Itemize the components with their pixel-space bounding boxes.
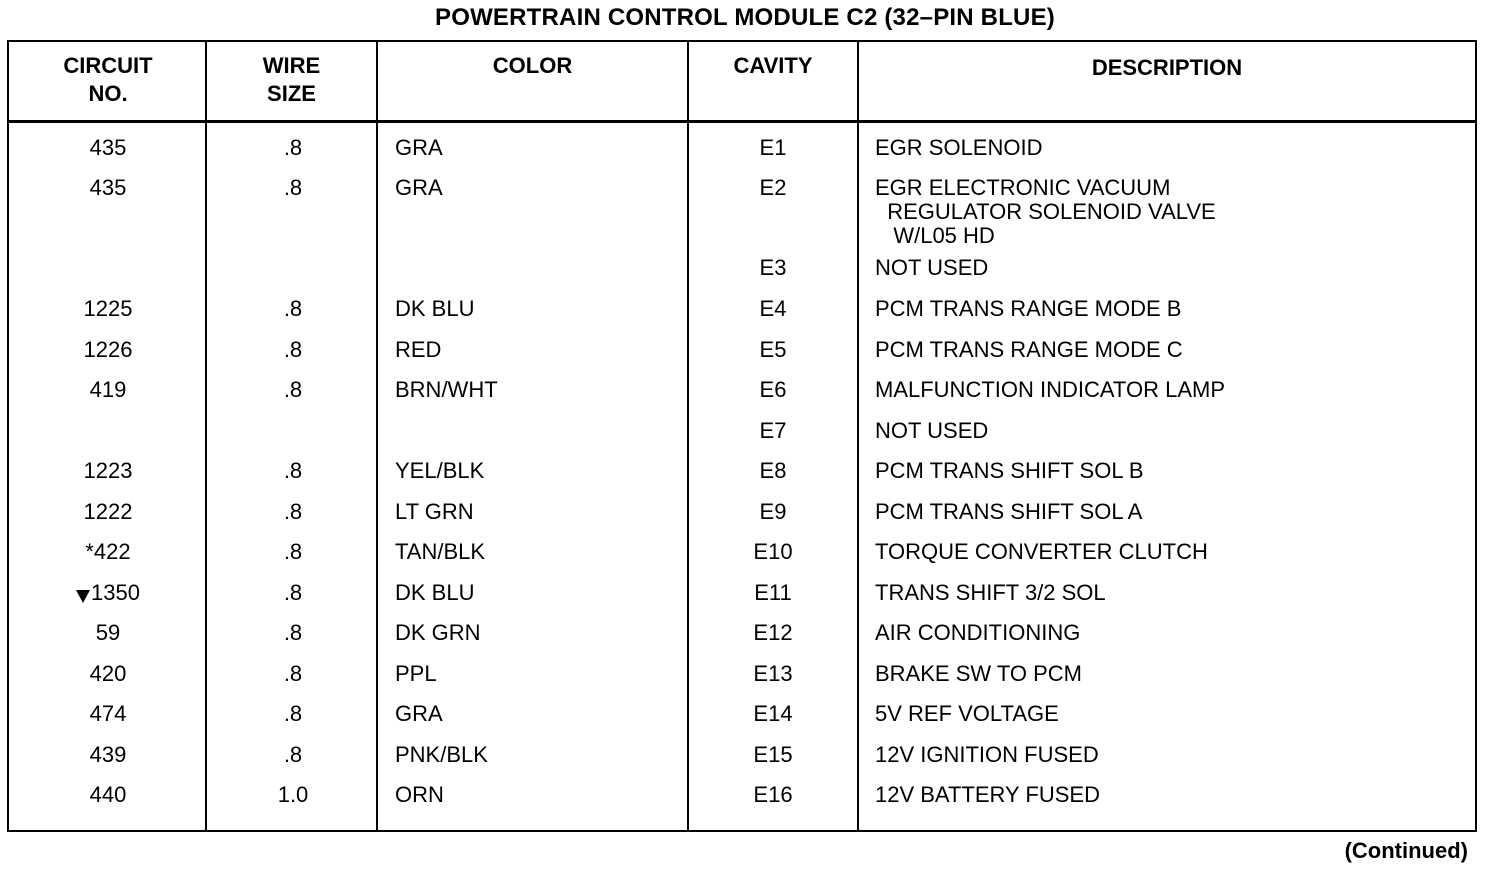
wire-size-cell: .8 <box>283 701 303 726</box>
circuit-number: *422 <box>85 539 131 564</box>
header-description: DESCRIPTION <box>1091 55 1243 80</box>
cavity-cell: E2 <box>759 175 787 200</box>
description-cell <box>875 136 1465 160</box>
table-row <box>9 743 1475 783</box>
description-line: 5V REF VOLTAGE <box>875 701 1059 726</box>
color-cell: DK GRN <box>395 620 481 645</box>
table-row <box>9 256 1475 296</box>
color-cell: GRA <box>395 175 443 200</box>
wire-size-cell: .8 <box>283 337 303 362</box>
description-line: TRANS SHIFT 3/2 SOL <box>875 580 1106 605</box>
description-line: TORQUE CONVERTER CLUTCH <box>875 539 1208 564</box>
color-cell: PPL <box>395 661 437 686</box>
cavity-cell: E14 <box>753 701 793 726</box>
cavity-cell: E3 <box>759 255 787 280</box>
header-circuit-line1: CIRCUIT <box>63 53 153 78</box>
wire-size-cell: .8 <box>283 742 303 767</box>
table-row <box>9 702 1475 742</box>
triangle-down-icon <box>76 590 90 603</box>
wire-size-cell: 1.0 <box>277 782 309 807</box>
description-cell <box>875 256 1465 280</box>
description-line: PCM TRANS SHIFT SOL A <box>875 499 1143 524</box>
description-line: NOT USED <box>875 418 989 443</box>
description-cell <box>875 378 1465 402</box>
circuit-number: 474 <box>89 701 127 726</box>
wire-size-cell: .8 <box>283 661 303 686</box>
description-cell <box>875 662 1465 686</box>
wire-size-cell: .8 <box>283 175 303 200</box>
circuit-number: 1222 <box>83 499 133 524</box>
table-row <box>9 297 1475 337</box>
circuit-cell <box>9 459 207 483</box>
description-cell <box>875 540 1465 564</box>
description-cell <box>875 743 1465 767</box>
page-title: POWERTRAIN CONTROL MODULE C2 (32–PIN BLUE) <box>435 4 1055 31</box>
description-line: EGR ELECTRONIC VACUUM <box>875 175 1171 200</box>
continued-note: (Continued) <box>1344 838 1468 863</box>
description-line: BRAKE SW TO PCM <box>875 661 1083 686</box>
circuit-number: 1226 <box>83 337 133 362</box>
table-row <box>9 136 1475 176</box>
header-circuit-line2: NO. <box>88 81 128 106</box>
description-cell <box>875 338 1465 362</box>
cavity-cell: E13 <box>753 661 793 686</box>
header-wire-line2: SIZE <box>267 81 316 106</box>
description-cell <box>875 783 1465 807</box>
circuit-cell <box>9 783 207 807</box>
color-cell: DK BLU <box>395 580 475 605</box>
cavity-cell: E9 <box>759 499 787 524</box>
cavity-cell: E5 <box>759 337 787 362</box>
table-row <box>9 783 1475 823</box>
table-row <box>9 621 1475 661</box>
table-row <box>9 378 1475 418</box>
circuit-number: 59 <box>95 620 121 645</box>
circuit-cell <box>9 500 207 524</box>
wire-size-cell: .8 <box>283 458 303 483</box>
description-cell <box>875 459 1465 483</box>
circuit-number: 1223 <box>83 458 133 483</box>
circuit-number: 419 <box>89 377 127 402</box>
table-row <box>9 662 1475 702</box>
color-cell: GRA <box>395 701 443 726</box>
header-circuit-no <box>9 52 207 108</box>
cavity-cell: E16 <box>753 782 793 807</box>
wire-size-cell: .8 <box>283 135 303 160</box>
description-line: PCM TRANS RANGE MODE C <box>875 337 1183 362</box>
circuit-cell <box>9 338 207 362</box>
circuit-cell <box>9 702 207 726</box>
wire-size-cell: .8 <box>283 377 303 402</box>
cavity-cell: E6 <box>759 377 787 402</box>
circuit-cell <box>9 378 207 402</box>
description-cell <box>875 176 1465 248</box>
header-wire-size <box>207 52 376 108</box>
circuit-number: 1350 <box>91 580 140 605</box>
wire-size-cell: .8 <box>283 499 303 524</box>
cavity-cell: E8 <box>759 458 787 483</box>
header-cavity: CAVITY <box>733 53 813 78</box>
cavity-cell: E11 <box>754 580 792 605</box>
color-cell: ORN <box>395 782 444 807</box>
circuit-number: 420 <box>89 661 127 686</box>
description-cell <box>875 500 1465 524</box>
color-cell: LT GRN <box>395 499 474 524</box>
color-cell: TAN/BLK <box>395 539 486 564</box>
wire-size-cell: .8 <box>283 296 303 321</box>
circuit-number: 440 <box>89 782 127 807</box>
table-row <box>9 540 1475 580</box>
cavity-cell: E15 <box>753 742 793 767</box>
table-row <box>9 581 1475 621</box>
header-wire-line1: WIRE <box>262 53 321 78</box>
description-cell <box>875 297 1465 321</box>
color-cell: PNK/BLK <box>395 742 488 767</box>
description-cell <box>875 621 1465 645</box>
cavity-cell: E1 <box>759 135 787 160</box>
description-line: EGR SOLENOID <box>875 135 1043 160</box>
color-cell: YEL/BLK <box>395 458 485 483</box>
table-row <box>9 419 1475 459</box>
description-line: NOT USED <box>875 255 989 280</box>
cavity-cell: E4 <box>759 296 787 321</box>
connector-table <box>7 40 1477 832</box>
circuit-cell <box>9 662 207 686</box>
description-cell <box>875 702 1465 726</box>
wire-size-cell: .8 <box>283 620 303 645</box>
cavity-cell: E10 <box>753 539 793 564</box>
color-cell: RED <box>395 337 442 362</box>
circuit-number: 435 <box>89 135 127 160</box>
description-line: MALFUNCTION INDICATOR LAMP <box>875 377 1225 402</box>
cavity-cell: E7 <box>759 418 787 443</box>
circuit-cell <box>9 176 207 200</box>
color-cell: DK BLU <box>395 296 475 321</box>
circuit-cell <box>9 297 207 321</box>
description-cell <box>875 419 1465 443</box>
description-line: AIR CONDITIONING <box>875 620 1081 645</box>
description-line: W/L05 HD <box>875 223 995 248</box>
circuit-number: 1225 <box>83 296 133 321</box>
header-divider <box>9 120 1475 123</box>
wire-size-cell: .8 <box>283 539 303 564</box>
description-line: REGULATOR SOLENOID VALVE <box>875 199 1216 224</box>
table-row <box>9 175 1475 248</box>
circuit-cell <box>9 136 207 160</box>
table-row <box>9 500 1475 540</box>
table-row <box>9 338 1475 378</box>
color-cell: BRN/WHT <box>395 377 498 402</box>
color-cell: GRA <box>395 135 443 160</box>
circuit-number: 435 <box>89 175 127 200</box>
circuit-cell <box>9 743 207 767</box>
wire-size-cell: .8 <box>283 580 303 605</box>
cavity-cell: E12 <box>753 620 793 645</box>
description-line: PCM TRANS RANGE MODE B <box>875 296 1182 321</box>
description-line: 12V IGNITION FUSED <box>875 742 1099 767</box>
circuit-cell <box>9 621 207 645</box>
description-cell <box>875 581 1465 605</box>
header-color: COLOR <box>492 53 573 78</box>
description-line: PCM TRANS SHIFT SOL B <box>875 458 1144 483</box>
circuit-cell <box>9 581 207 605</box>
table-row <box>9 459 1475 499</box>
circuit-number: 439 <box>89 742 127 767</box>
description-line: 12V BATTERY FUSED <box>875 782 1100 807</box>
circuit-cell <box>9 540 207 564</box>
